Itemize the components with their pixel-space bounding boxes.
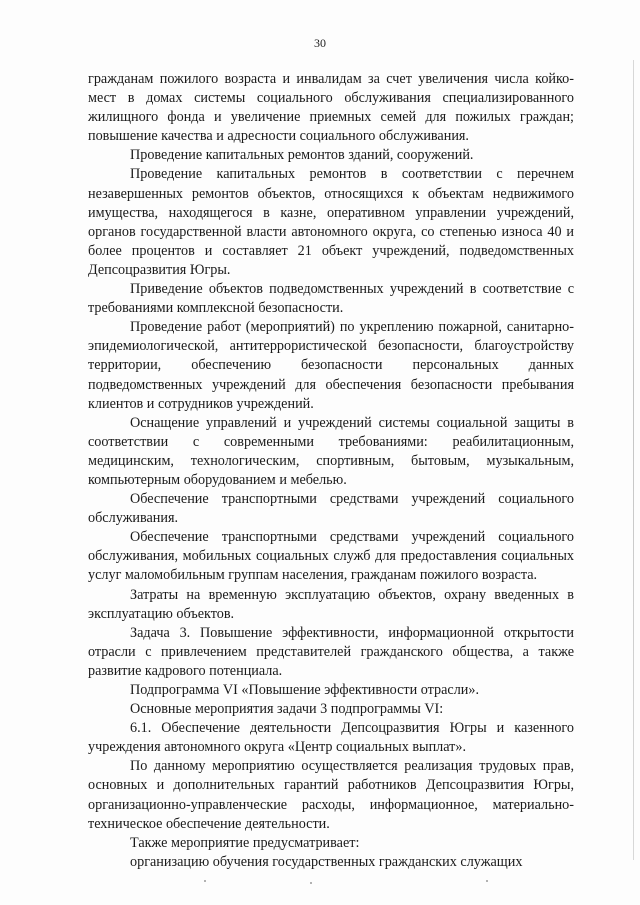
scan-speck — [204, 880, 206, 882]
paragraph: Проведение капитальных ремонтов зданий, сооружений. — [130, 147, 474, 164]
paragraph: По данному мероприятию осуществляется реализация трудовых прав, основных и дополнительных гарантий работников Депсоцразвития Югры, организационно-управленческие расходы, информационное, материально-техническое обеспечение деятельности. — [88, 758, 574, 832]
page-number: 30 — [314, 36, 326, 50]
paragraph: Также мероприятие предусматривает: — [130, 834, 360, 851]
paragraph: Проведение капитальных ремонтов в соответствии с перечнем незавершенных ремонтов объектов, относящихся к объектам недвижимого имущества, находящегося в казне, оперативном управлении учреждений, органов государственной власти автономного округа, со степенью износа 40 и более процентов и составляет 21 объект учреждений, подведомственных Депсоцразвития Югры. — [88, 166, 574, 278]
paragraph: гражданам пожилого возраста и инвалидам за счет увеличения числа койко-мест в домах системы социального обслуживания специализированного жилищного фонда и увеличение приемных семей для пожилых граждан; повышение качества и адресности социального обслуживания. — [88, 71, 574, 145]
scan-speck — [310, 882, 312, 884]
paragraph: Основные мероприятия задачи 3 подпрограммы VI: — [130, 701, 444, 718]
paragraph: организацию обучения государственных гражданских служащих — [130, 853, 523, 870]
scan-speck — [486, 880, 488, 882]
paragraph: Проведение работ (мероприятий) по укреплению пожарной, санитарно-эпидемиологической, антитеррористической безопасности, благоустройству территории, обеспечению безопасности персональных данных подведомственных учреждений для обеспечения безопасности пребывания клиентов и сотрудников учреждений. — [88, 319, 574, 412]
paragraph: Задача 3. Повышение эффективности, информационной открытости отрасли с привлечением представителей гражданского общества, а также развитие кадрового потенциала. — [88, 624, 574, 679]
paragraph: Обеспечение транспортными средствами учреждений социального обслуживания. — [88, 491, 574, 527]
document-body — [88, 70, 574, 872]
paragraph: Приведение объектов подведомственных учреждений в соответствие с требованиями комплексной безопасности. — [88, 281, 574, 317]
scan-edge-line — [633, 60, 634, 860]
paragraph: Обеспечение транспортными средствами учреждений социального обслуживания, мобильных социальных служб для предоставления социальных услуг маломобильным группам населения, гражданам пожилого возраста. — [88, 529, 574, 584]
paragraph: Оснащение управлений и учреждений системы социальной защиты в соответствии с современными требованиями: реабилитационным, медицинским, технологическим, спортивным, бытовым, музыкальным, компьютерным оборудованием и мебелью. — [88, 414, 574, 488]
paragraph: 6.1. Обеспечение деятельности Депсоцразвития Югры и казенного учреждения автономного округа «Центр социальных выплат». — [88, 720, 574, 756]
paragraph: Подпрограмма VI «Повышение эффективности отрасли». — [130, 682, 480, 698]
paragraph: Затраты на временную эксплуатацию объектов, охрану введенных в эксплуатацию объектов. — [88, 586, 574, 622]
